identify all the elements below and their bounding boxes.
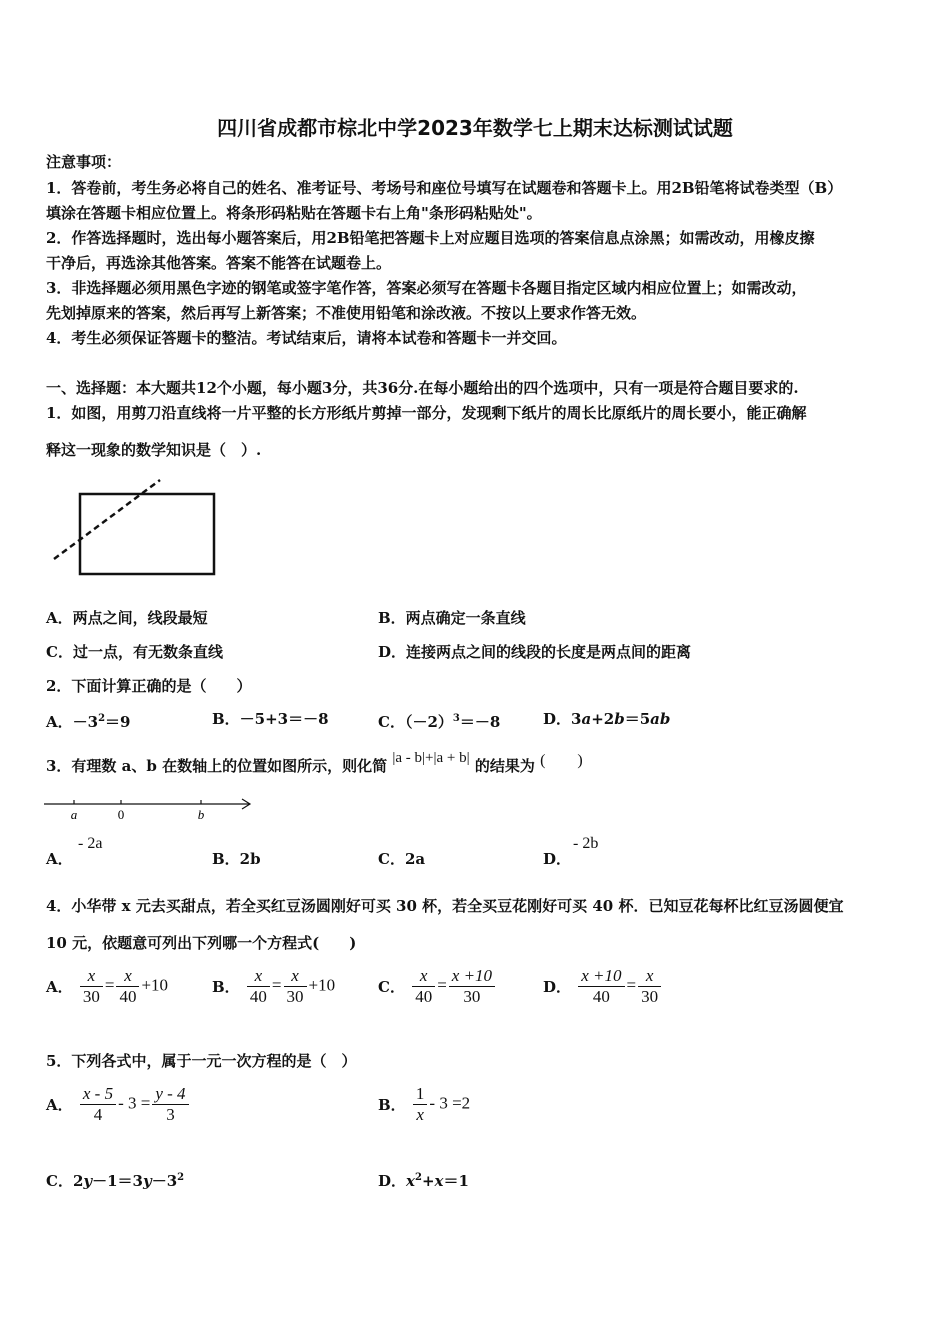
fraction [638, 966, 661, 1007]
q5-option-c-text: －3 [151, 1172, 178, 1190]
numerator: x [284, 966, 307, 987]
denominator: 40 [249, 987, 267, 1006]
q5-option-a-label: A． [46, 1096, 73, 1114]
q5-option-c-text: 2 [72, 1172, 84, 1190]
equals-sign: = [626, 975, 637, 995]
q4-option-c-expression [410, 966, 497, 1007]
q5-option-b [378, 1084, 470, 1125]
q2-option-a-base: －3 [72, 713, 99, 731]
q3-stem-text: 3．有理数 a、b 在数轴上的位置如图所示，则化简 [46, 757, 388, 775]
denominator: 4 [93, 1105, 103, 1124]
q1-figure-rectangle-cut [50, 476, 220, 581]
page-title: 四川省成都市棕北中学2023年数学七上期末达标测试试题 [217, 116, 733, 140]
q2-option-a-result: ＝9 [105, 713, 131, 731]
q2-option-c-base: C．（－2） [378, 713, 453, 731]
q4-option-a-label: A． [46, 978, 73, 996]
q4-stem-line1: 4．小华带 x 元去买甜点，若全买红豆汤圆刚好可买 30 杯，若全买豆花刚好可买 40 杯．已知豆花每杯比红豆汤圆便宜 [46, 897, 844, 915]
denominator: 30 [82, 987, 100, 1006]
q3-abs-expression: |a - b|+|a + b| [392, 750, 470, 766]
q2-option-b: B．－5+3＝－8 [212, 710, 329, 728]
q3-paren: ( ) [540, 752, 583, 769]
q4-option-d [543, 966, 663, 1007]
q3-option-d-label: D． [543, 850, 572, 868]
denominator: 30 [286, 987, 304, 1006]
q3-number-line [44, 792, 259, 824]
q5-option-a-middle: - 3 = [118, 1093, 151, 1113]
q1-option-a: A．两点之间，线段最短 [46, 609, 208, 627]
fraction [412, 966, 435, 1007]
q2-option-c [378, 709, 500, 732]
q3-stem [46, 750, 583, 777]
q5-option-c [46, 1168, 184, 1191]
q2-option-d-var: a [581, 710, 592, 728]
q3-option-d-value: - 2b [573, 835, 599, 852]
q4-option-b-label: B． [212, 978, 240, 996]
q4-option-c [378, 966, 497, 1007]
q2-option-d-text: +2 [591, 710, 615, 728]
notice-line: 干净后，再选涂其他答案。答案不能答在试题卷上。 [46, 254, 392, 272]
q5-option-c-var: y [83, 1172, 93, 1190]
q5-option-a-expression [78, 1084, 191, 1125]
q4-option-d-expression [576, 966, 663, 1007]
denominator: x [416, 1105, 424, 1124]
numerator: x [80, 966, 103, 987]
q1-option-c: C．过一点，有无数条直线 [46, 643, 223, 661]
q5-option-a [46, 1084, 191, 1125]
fraction [80, 1084, 116, 1125]
plus-ten: +10 [141, 975, 169, 995]
notice-line: 3．非选择题必须用黑色字迹的钢笔或签字笔作答，答案必须写在答题卡各题目指定区域内相应位置上；如需改动， [46, 279, 807, 297]
q2-option-d-text: ＝5 [624, 710, 651, 728]
q1-option-b: B．两点确定一条直线 [378, 609, 526, 627]
q5-option-d-exp: 2 [414, 1172, 422, 1183]
numerator: x - 5 [80, 1084, 116, 1105]
q5-option-d-label: D． [378, 1172, 407, 1190]
q3-option-c: C．2a [378, 850, 426, 868]
q1-stem-line1: 1．如图，用剪刀沿直线将一片平整的长方形纸片剪掉一部分，发现剩下纸片的周长比原纸片的周长要小，能正确解 [46, 404, 807, 422]
q5-option-b-label: B． [378, 1096, 406, 1114]
q2-stem: 2．下面计算正确的是（ ） [46, 677, 252, 695]
axis-label-a: a [70, 807, 78, 822]
axis-label-zero: 0 [117, 807, 125, 822]
numerator: x +10 [578, 966, 624, 987]
numerator: 1 [413, 1084, 428, 1105]
notice-line: 1．答卷前，考生务必将自己的姓名、准考证号、考场号和座位号填写在试题卷和答题卡上。用2B铅笔将试卷类型（B） [46, 179, 843, 197]
fraction [578, 966, 624, 1007]
q5-stem: 5．下列各式中，属于一元一次方程的是（ ） [46, 1052, 357, 1070]
numerator: x [638, 966, 661, 987]
fraction [152, 1084, 188, 1125]
equals-sign: = [104, 975, 115, 995]
q5-option-c-exp: 2 [177, 1172, 185, 1183]
q2-option-d-var: ab [650, 710, 671, 728]
q5-option-c-var: y [142, 1172, 152, 1190]
fraction [413, 1084, 428, 1125]
q2-option-c-result: ＝－8 [459, 713, 501, 731]
notice-line: 2．作答选择题时，选出每小题答案后，用2B铅笔把答题卡上对应题目选项的答案信息点涂黑；如需改动，用橡皮擦 [46, 229, 815, 247]
q5-option-d [378, 1168, 469, 1191]
q1-stem-line2: 释这一现象的数学知识是（ ）. [46, 441, 262, 459]
denominator: 30 [641, 987, 659, 1006]
q5-option-c-label: C． [46, 1172, 73, 1190]
denominator: 3 [166, 1105, 175, 1124]
q4-option-b-expression [245, 966, 335, 1007]
q3-option-a-value: - 2a [78, 835, 103, 852]
fraction [449, 966, 495, 1007]
plus-ten: +10 [308, 975, 336, 995]
q4-option-a-expression [78, 966, 168, 1007]
q5-option-d-text: + [421, 1172, 435, 1190]
q5-option-d-var: x [434, 1172, 444, 1190]
notice-heading: 注意事项： [46, 153, 122, 171]
q5-option-d-var: x [406, 1172, 415, 1190]
denominator: 40 [415, 987, 433, 1006]
q5-option-b-rest: - 3 =2 [429, 1093, 471, 1113]
q5-option-b-expression [411, 1084, 470, 1125]
q3-stem-text: 的结果为 [474, 757, 535, 775]
q4-option-c-label: C． [378, 978, 405, 996]
numerator: x [412, 966, 435, 987]
q2-option-d-label: D． [543, 710, 572, 728]
q2-option-a-exp: 2 [98, 713, 106, 724]
denominator: 40 [119, 987, 137, 1006]
numerator: y - 4 [152, 1084, 188, 1105]
numerator: x +10 [449, 966, 495, 987]
q1-option-d: D．连接两点之间的线段的长度是两点间的距离 [378, 643, 692, 661]
equals-sign: = [437, 975, 447, 995]
denominator: 40 [592, 987, 610, 1006]
fraction [80, 966, 103, 1007]
notice-line: 填涂在答题卡相应位置上。将条形码粘贴在答题卡右上角"条形码粘贴处"。 [46, 204, 542, 222]
fraction [116, 966, 139, 1007]
notice-line: 4．考生必须保证答题卡的整洁。考试结束后，请将本试卷和答题卡一并交回。 [46, 329, 567, 347]
numerator: x [247, 966, 270, 987]
q2-option-d-var: b [614, 710, 625, 728]
q3-option-a-label: A． [46, 850, 73, 868]
q3-option-b: B．2b [212, 850, 261, 868]
q5-option-d-text: ＝1 [443, 1172, 469, 1190]
q2-option-d [543, 709, 670, 729]
fraction [284, 966, 307, 1007]
q2-option-a-label: A． [46, 713, 73, 731]
q4-stem-line2: 10 元，依题意可列出下列哪一个方程式( ) [46, 934, 357, 952]
q4-option-a [46, 966, 168, 1007]
notice-line: 先划掉原来的答案，然后再写上新答案；不准使用铅笔和涂改液。不按以上要求作答无效。 [46, 304, 647, 322]
numerator: x [116, 966, 139, 987]
q5-option-c-text: －1＝3 [92, 1172, 143, 1190]
q4-option-b [212, 966, 335, 1007]
axis-label-b: b [197, 807, 205, 822]
q2-option-a [46, 709, 130, 732]
q4-option-d-label: D． [543, 978, 572, 996]
q2-option-d-text: 3 [571, 710, 582, 728]
section-heading: 一、选择题：本大题共12个小题，每小题3分，共36分.在每小题给出的四个选项中，只有一项是符合题目要求的. [46, 379, 799, 397]
equals-sign: = [271, 975, 282, 995]
q2-option-c-exp: 3 [452, 713, 460, 724]
denominator: 30 [463, 987, 481, 1006]
fraction [247, 966, 270, 1007]
